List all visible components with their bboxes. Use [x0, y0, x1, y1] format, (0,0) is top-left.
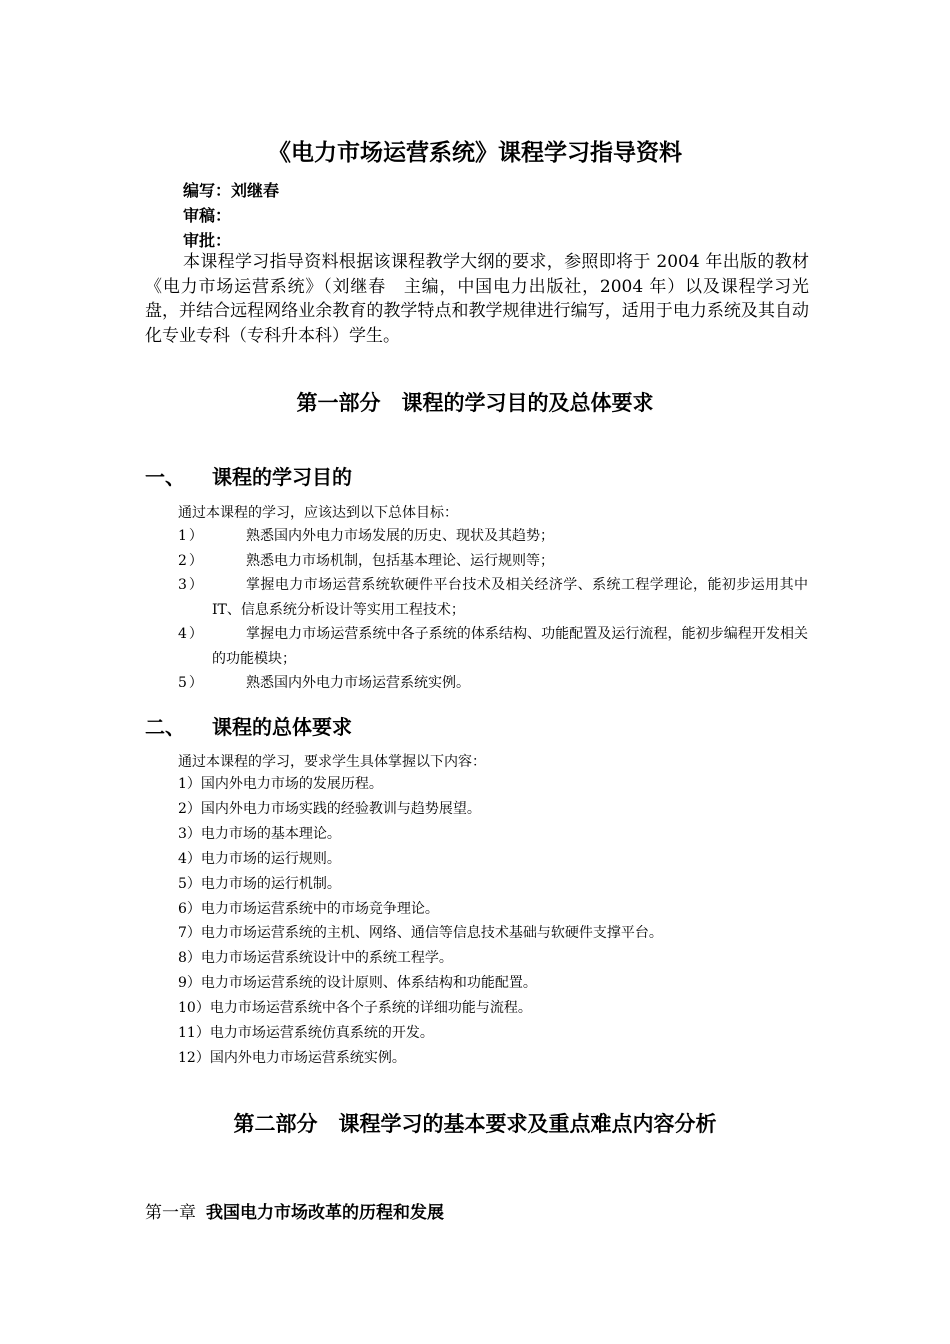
section-one-title: 课程的学习目的	[212, 465, 352, 489]
section-one-heading	[145, 461, 352, 490]
section-two-number: 二、	[145, 715, 185, 739]
list-item	[178, 549, 808, 574]
section-one-lead: 通过本课程的学习，应该达到以下总体目标：	[178, 505, 458, 521]
chapter-label: 第一章	[145, 1203, 196, 1223]
list-item: 7）电力市场运营系统的主机、网络、通信等信息技术基础与软硬件支撑平台。	[178, 925, 663, 942]
approver-line: 审批：	[183, 231, 232, 250]
list-item: 1）国内外电力市场的发展历程。	[178, 776, 383, 792]
author-line: 编写：刘继春	[183, 181, 280, 200]
list-item-number: 5）	[178, 675, 205, 691]
list-item: 4）电力市场的运行规则。	[178, 850, 341, 867]
list-item: 9）电力市场运营系统的设计原则、体系结构和功能配置。	[178, 975, 537, 992]
list-item: 12）国内外电力市场运营系统实例。	[178, 1049, 406, 1066]
section-one-number: 一、	[145, 465, 185, 489]
list-item	[178, 671, 808, 696]
list-item-text: 掌握电力市场运营系统中各子系统的体系结构、功能配置及运行流程，能初步编程开发相关的功能模块；	[212, 626, 808, 667]
section-two-heading	[145, 711, 352, 740]
list-item: 11）电力市场运营系统仿真系统的开发。	[178, 1025, 434, 1042]
list-item: 3）电力市场的基本理论。	[178, 825, 341, 842]
chapter-heading	[145, 1198, 444, 1223]
list-item-number: 4）	[178, 626, 205, 642]
list-item: 10）电力市场运营系统中各个子系统的详细功能与流程。	[178, 1000, 532, 1017]
objectives-list	[178, 524, 808, 696]
document-title: 《电力市场运营系统》课程学习指导资料	[268, 140, 682, 166]
chapter-title: 我国电力市场改革的历程和发展	[206, 1203, 444, 1223]
list-item: 6）电力市场运营系统中的市场竞争理论。	[178, 900, 439, 917]
section-two-title: 课程的总体要求	[212, 715, 352, 739]
list-item-number: 3）	[178, 577, 205, 593]
list-item	[178, 573, 808, 622]
list-item	[178, 524, 808, 549]
list-item-number: 1）	[178, 528, 205, 544]
list-item-text: 熟悉电力市场机制，包括基本理论、运行规则等；	[246, 552, 554, 569]
list-item: 8）电力市场运营系统设计中的系统工程学。	[178, 950, 453, 967]
list-item: 5）电力市场的运行机制。	[178, 875, 341, 892]
part-one-heading: 第一部分 课程的学习目的及总体要求	[296, 391, 654, 415]
list-item-text: 熟悉国内外电力市场发展的历史、现状及其趋势；	[246, 528, 554, 544]
section-two-lead: 通过本课程的学习，要求学生具体掌握以下内容：	[178, 754, 486, 770]
list-item-text: 熟悉国内外电力市场运营系统实例。	[246, 675, 470, 691]
part-two-heading: 第二部分 课程学习的基本要求及重点难点内容分析	[233, 1112, 717, 1136]
intro-paragraph: 本课程学习指导资料根据该课程教学大纲的要求，参照即将于 2004 年出版的教材《电力市场运营系统》（刘继春 主编，中国电力出版社，2004 年）以及课程学习光盘，并结合远程网络业余教育的教学特点和教学规律进行编写，适用于电力系统及其自动化专业专科（专科升本科）学生。	[145, 252, 809, 346]
reviewer-line: 审稿：	[183, 206, 232, 225]
list-item: 2）国内外电力市场实践的经验教训与趋势展望。	[178, 800, 481, 817]
list-item-text: 掌握电力市场运营系统软硬件平台技术及相关经济学、系统工程学理论，能初步运用其中 IT、信息系统分析设计等实用工程技术；	[212, 577, 808, 618]
list-item	[178, 622, 808, 671]
requirements-list	[178, 772, 663, 1071]
list-item-number: 2）	[178, 552, 205, 569]
